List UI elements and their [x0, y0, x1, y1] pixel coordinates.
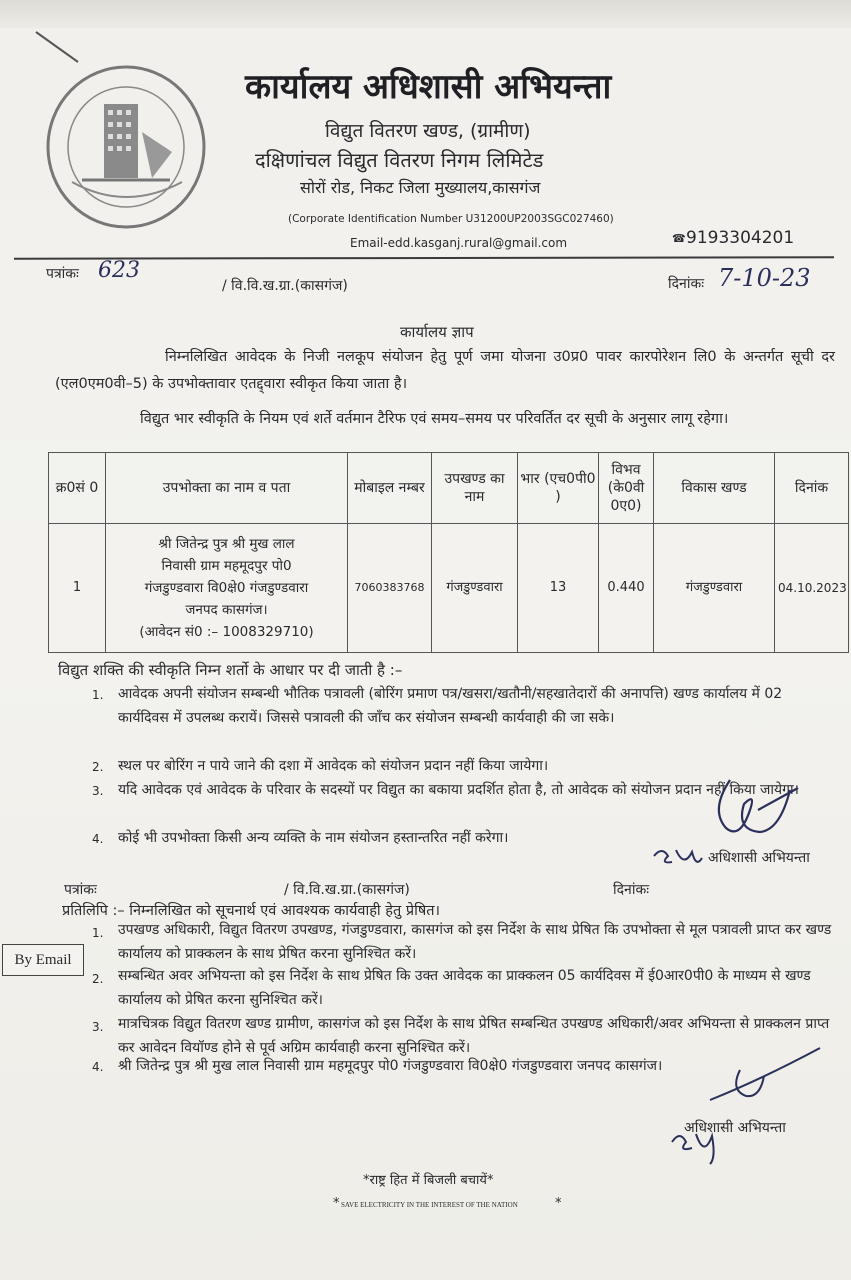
- cell-mobile: 7060383768: [348, 524, 432, 653]
- col-voltage: विभव (के0वी 0ए0): [599, 453, 654, 524]
- cin-number: (Corporate Identification Number U31200UP2003SGC027460): [288, 213, 614, 225]
- copy-heading: प्रतिलिपि :– निम्नलिखित को सूचनार्थ एवं आवश्यक कार्यवाही हेतु प्रेषित।: [62, 903, 440, 919]
- copy-number: 1.: [92, 926, 104, 940]
- tariff-paragraph: विद्युत भार स्वीकृति के नियम एवं शर्ते वर्तमान टैरिफ एवं समय–समय पर परिवर्तित दर सूची के अनुसार लागू रहेगा।: [140, 411, 729, 427]
- office-phone: 9193304201: [686, 228, 795, 248]
- footer-star: *: [555, 1196, 562, 1211]
- company-name: दक्षिणांचल विद्युत वितरण निगम लिमिटेड: [255, 148, 544, 172]
- condition-item: यदि आवेदक एवं आवेदक के परिवार के सदस्यों पर विद्युत का बकाया प्रदर्शित होता है, तो आवेदक को संयोजन प्रदान नहीं किया जायेगा।: [118, 782, 799, 798]
- conditions-heading: विद्युत शक्ति की स्वीकृति निम्न शर्तो के आधार पर दी जाती है :–: [58, 661, 403, 679]
- consumer-line: निवासी ग्राम महमूदपुर पो0: [161, 558, 292, 574]
- copy-item: श्री जितेन्द्र पुत्र श्री मुख लाल निवासी ग्राम महमूदपुर पो0 गंजडुण्डवारा वि0क्षे0 गंजडुण्डवारा जनपद कासगंज।: [118, 1058, 663, 1074]
- cell-date: 04.10.2023: [775, 524, 849, 653]
- copy-number: 2.: [92, 972, 104, 986]
- ref-label-copy: पत्रांकः: [64, 882, 97, 898]
- date-label-copy: दिनांकः: [613, 882, 650, 898]
- condition-number: 3.: [92, 784, 104, 798]
- cell-serial: 1: [49, 524, 106, 653]
- consumer-line: जनपद कासगंज।: [185, 602, 268, 618]
- handwritten-signature: [700, 770, 810, 850]
- condition-item: स्थल पर बोरिंग न पाये जाने की दशा में आवेदक को संयोजन प्रदान नहीं किया जायेगा।: [118, 758, 549, 774]
- consumer-line: श्री जितेन्द्र पुत्र श्री मुख लाल: [158, 536, 295, 552]
- signatory-title-2: अधिशासी अभियन्ता: [684, 1120, 786, 1136]
- condition-item: कोई भी उपभोक्ता किसी अन्य व्यक्ति के नाम संयोजन हस्तान्तरित नहीं करेगा।: [118, 830, 509, 846]
- office-address: सोरों रोड, निकट जिला मुख्यालय,कासगंज: [300, 178, 541, 197]
- copy-item: उपखण्ड अधिकारी, विद्युत वितरण उपखण्ड, गंजडुण्डवारा, कासगंज को इस निर्देश के साथ प्रेषित कि उपभोक्ता से मूल पत्रावली प्राप्त कर खण्ड कार्यालय को प्राक्कलन के साथ प्रेषित करना सुनिश्चित करें।: [118, 922, 832, 962]
- footer-slogan-english: SAVE ELECTRICITY IN THE INTEREST OF THE NATION: [341, 1201, 518, 1209]
- ref-suffix-copy: / वि.वि.ख.ग्रा.(कासगंज): [284, 882, 410, 898]
- cell-load: 13: [518, 524, 599, 653]
- ref-suffix: / वि.वि.ख.ग्रा.(कासगंज): [222, 278, 348, 294]
- cell-voltage: 0.440: [599, 524, 654, 653]
- office-title: कार्यालय अधिशासी अभियन्ता: [245, 67, 612, 107]
- consumer-line: (आवेदन सं0 :– 1008329710): [139, 624, 314, 640]
- signatory-title: अधिशासी अभियन्ता: [708, 850, 810, 866]
- intro-paragraph: निम्नलिखित आवेदक के निजी नलकूप संयोजन हेतु पूर्ण जमा योजना उ0प्र0 पावर कारपोरेशन लि0 के अन्तर्गत सूची दर (एल0एम0वी–5) के उपभोक्तावार एतद्द्वारा स्वीकृत किया जाता है।: [55, 349, 835, 392]
- col-block: विकास खण्ड: [654, 453, 775, 524]
- by-email-stamp: By Email: [2, 944, 84, 976]
- footer-slogan-hindi: *राष्ट्र हित में बिजली बचायें*: [363, 1173, 494, 1188]
- col-consumer-name: उपभोक्ता का नाम व पता: [106, 453, 348, 524]
- consumer-table: [48, 452, 849, 653]
- condition-number: 1.: [92, 688, 104, 702]
- paper-fold: [0, 0, 851, 28]
- cell-block: गंजडुण्डवारा: [654, 524, 775, 653]
- copy-item: मात्रचित्रक विद्युत वितरण खण्ड ग्रामीण, कासगंज को इस निर्देश के साथ प्रेषित सम्बन्धित उपखण्ड अधिकारी/अवर अभियन्ता से प्राक्कलन प्राप्त कर आवेदन वियॉण्ड होने से पूर्व अग्रिम कार्यवाही करना सुनिश्चित करें।: [118, 1016, 830, 1056]
- date-handwritten: 7-10-23: [718, 264, 811, 292]
- cell-subdivision: गंजडुण्डवारा: [432, 524, 518, 653]
- table-header-row: [49, 453, 849, 524]
- col-subdivision: उपखण्ड का नाम: [432, 453, 518, 524]
- copy-item: सम्बन्धित अवर अभियन्ता को इस निर्देश के साथ प्रेषित कि उक्त आवेदक का प्राक्कलन 05 कार्यदिवस में ई0आर0पी0 के माध्यम से खण्ड कार्यालय को प्रेषित करना सुनिश्चित करें।: [118, 968, 811, 1008]
- office-email: Email-edd.kasganj.rural@gmail.com: [350, 236, 568, 250]
- copy-number: 3.: [92, 1020, 104, 1034]
- condition-item: आवेदक अपनी संयोजन सम्बन्धी भौतिक पत्रावली (बोरिंग प्रमाण पत्र/खसरा/खतौनी/सहखातेदारों की अनापत्ति) खण्ड कार्यालय में 02 कार्यदिवस में उपलब्ध करायें। जिससे पत्रावली की जाँच कर संयोजन सम्बन्धी कार्यवाही की जा सके।: [118, 686, 783, 726]
- col-date: दिनांक: [775, 453, 849, 524]
- company-logo-seal: [42, 62, 210, 232]
- consumer-line: गंजडुण्डवारा वि0क्षे0 गंजडुण्डवारा: [144, 580, 309, 596]
- copy-number: 4.: [92, 1060, 104, 1074]
- col-mobile: मोबाइल नम्बर: [348, 453, 432, 524]
- date-label: दिनांकः: [668, 276, 705, 292]
- handwritten-signature-2: [700, 1040, 840, 1120]
- memo-title: कार्यालय ज्ञाप: [400, 323, 474, 341]
- col-serial: क्र0सं 0: [49, 453, 106, 524]
- condition-number: 2.: [92, 760, 104, 774]
- phone-icon: ☎: [672, 232, 686, 245]
- division-name: विद्युत वितरण खण्ड, (ग्रामीण): [325, 120, 531, 142]
- col-load: भार (एच0पी0 ): [518, 453, 599, 524]
- condition-number: 4.: [92, 832, 104, 846]
- table-row: [49, 524, 849, 653]
- ref-label: पत्रांकः: [46, 266, 79, 282]
- ref-number-handwritten: 623: [98, 258, 140, 283]
- cell-consumer: [106, 524, 348, 653]
- footer-star: *: [333, 1196, 340, 1211]
- initials-mark: [648, 842, 708, 876]
